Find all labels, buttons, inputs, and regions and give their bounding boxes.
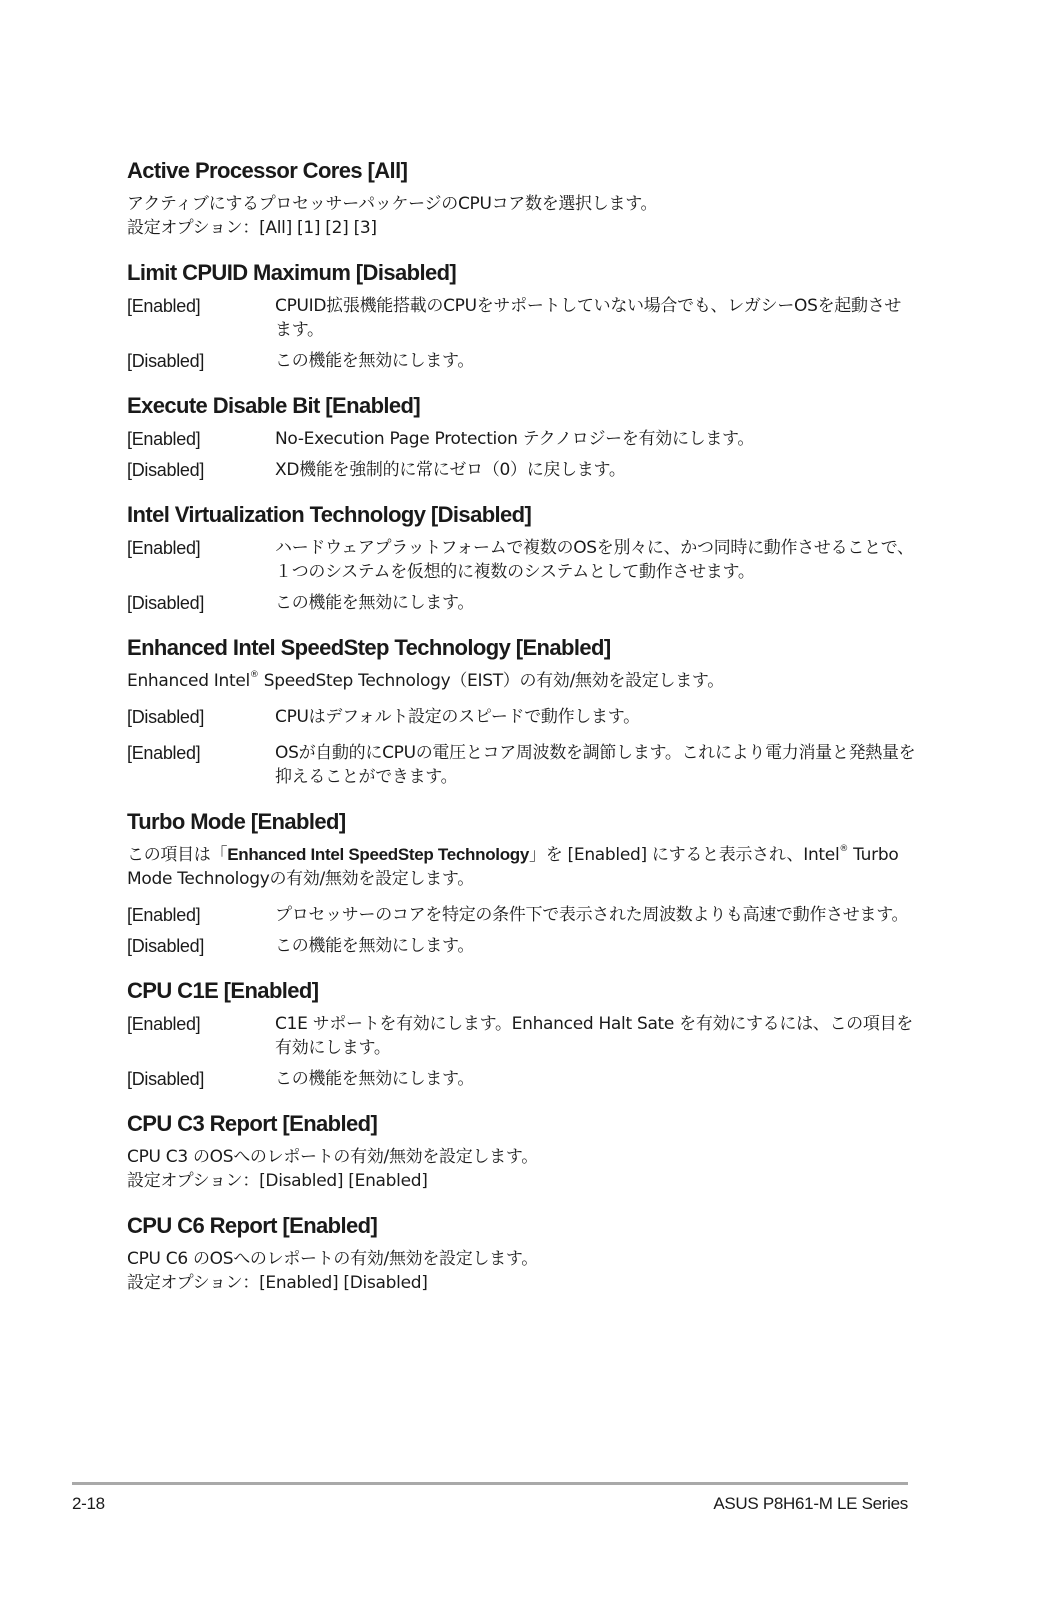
- description-text: 」を [Enabled] にすると表示され、Intel: [529, 845, 840, 865]
- option-row-disabled: [127, 934, 917, 958]
- section-enhanced-intel-speedstep: [127, 633, 917, 789]
- section-cpu-c1e: [127, 976, 917, 1091]
- description-text: SpeedStep Technology（EIST）の有効/無効を設定します。: [258, 671, 724, 691]
- footer-row: [72, 1494, 908, 1514]
- description-text: この項目は「: [127, 845, 228, 865]
- option-description: この機能を無効にします。: [275, 351, 475, 371]
- section-execute-disable-bit: [127, 391, 917, 482]
- section-heading: Limit CPUID Maximum [Disabled]: [127, 260, 457, 285]
- option-description: C1E サポートを有効にします。Enhanced Halt Sate を有効にするには、この項目を有効にします。: [275, 1014, 913, 1058]
- option-label: [Disabled]: [127, 1069, 205, 1089]
- page-footer: [72, 1482, 908, 1514]
- option-label: [Disabled]: [127, 936, 205, 956]
- manual-page-body: [127, 156, 917, 1313]
- option-row-enabled: [127, 427, 917, 451]
- option-row-disabled: [127, 458, 917, 482]
- option-description: この機能を無効にします。: [275, 936, 475, 956]
- option-label: [Disabled]: [127, 707, 205, 727]
- option-description: XD機能を強制的に常にゼロ（0）に戻します。: [275, 460, 626, 480]
- option-description: プロセッサーのコアを特定の条件下で表示された周波数よりも高速で動作させます。: [275, 905, 909, 925]
- option-description: この機能を無効にします。: [275, 1069, 475, 1089]
- section-description: アクティブにするプロセッサーパッケージのCPUコア数を選択します。: [127, 194, 658, 214]
- section-active-processor-cores: [127, 156, 917, 240]
- option-label: [Enabled]: [127, 743, 201, 763]
- option-label: [Enabled]: [127, 905, 201, 925]
- option-row-enabled: [127, 1012, 917, 1060]
- option-description: この機能を無効にします。: [275, 593, 475, 613]
- option-label: [Enabled]: [127, 1014, 201, 1034]
- product-series: ASUS P8H61-M LE Series: [713, 1494, 908, 1513]
- option-row-enabled: [127, 536, 917, 584]
- description-text: Turbo Mode Technologyの有効/無効を設定します。: [127, 845, 899, 889]
- section-heading: CPU C1E [Enabled]: [127, 978, 319, 1003]
- option-description: ハードウェアプラットフォームで複数のOSを別々に、かつ同時に動作させることで、１つのシステムを仮想的に複数のシステムとして動作させます。: [275, 538, 914, 582]
- section-cpu-c6-report: [127, 1211, 917, 1295]
- section-description: CPU C6 のOSへのレポートの有効/無効を設定します。: [127, 1249, 538, 1269]
- option-description: CPUはデフォルト設定のスピードで動作します。: [275, 707, 640, 727]
- section-config-options: 設定オプション：[Disabled] [Enabled]: [127, 1171, 428, 1191]
- option-row-enabled: [127, 903, 917, 927]
- option-row-disabled: [127, 349, 917, 373]
- section-intel-virtualization-technology: [127, 500, 917, 615]
- registered-mark: ®: [839, 844, 849, 854]
- section-heading: Turbo Mode [Enabled]: [127, 809, 346, 834]
- option-description: OSが自動的にCPUの電圧とコア周波数を調節します。これにより電力消量と発熱量を抑えることができます。: [275, 743, 916, 787]
- section-heading: CPU C6 Report [Enabled]: [127, 1213, 378, 1238]
- section-description: [127, 669, 917, 693]
- registered-mark: ®: [249, 670, 259, 680]
- section-heading: Intel Virtualization Technology [Disabled]: [127, 502, 532, 527]
- section-heading: CPU C3 Report [Enabled]: [127, 1111, 378, 1136]
- section-config-options: 設定オプション：[Enabled] [Disabled]: [127, 1273, 428, 1293]
- option-row-disabled: [127, 591, 917, 615]
- option-row-disabled: [127, 705, 917, 729]
- option-label: [Disabled]: [127, 460, 205, 480]
- option-row-enabled: [127, 741, 917, 789]
- section-description: CPU C3 のOSへのレポートの有効/無効を設定します。: [127, 1147, 538, 1167]
- section-description: [127, 843, 917, 891]
- section-turbo-mode: [127, 807, 917, 958]
- section-cpu-c3-report: [127, 1109, 917, 1193]
- description-text: Enhanced Intel: [127, 671, 250, 691]
- footer-divider: [72, 1482, 908, 1485]
- option-label: [Disabled]: [127, 351, 205, 371]
- option-label: [Enabled]: [127, 296, 201, 316]
- section-heading: Execute Disable Bit [Enabled]: [127, 393, 421, 418]
- description-emphasis: Enhanced Intel SpeedStep Technology: [227, 845, 530, 864]
- option-row-enabled: [127, 294, 917, 342]
- option-description: CPUID拡張機能搭載のCPUをサポートしていない場合でも、レガシーOSを起動させます。: [275, 296, 902, 340]
- option-label: [Enabled]: [127, 429, 201, 449]
- section-config-options: 設定オプション：[All] [1] [2] [3]: [127, 218, 377, 238]
- option-description: No-Execution Page Protection テクノロジーを有効にします。: [275, 429, 755, 449]
- option-label: [Enabled]: [127, 538, 201, 558]
- option-label: [Disabled]: [127, 593, 205, 613]
- section-heading: Enhanced Intel SpeedStep Technology [Enabled]: [127, 635, 611, 660]
- option-row-disabled: [127, 1067, 917, 1091]
- section-heading: Active Processor Cores [All]: [127, 158, 408, 183]
- page-number: 2-18: [72, 1494, 105, 1513]
- section-limit-cpuid-maximum: [127, 258, 917, 373]
